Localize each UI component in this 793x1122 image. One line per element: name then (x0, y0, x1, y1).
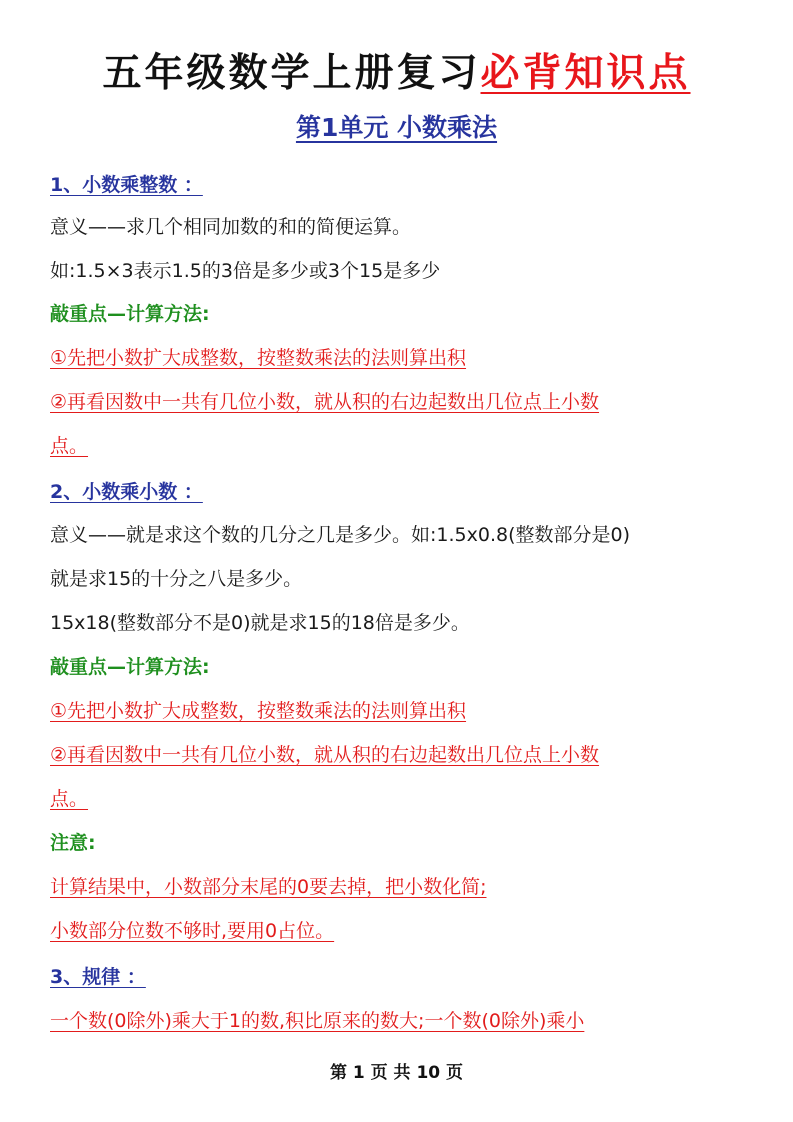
section1-example: 如:1.5×3表示1.5的3倍是多少或3个15是多少 (50, 260, 441, 282)
section2-meaning-line2: 就是求15的十分之八是多少。 (50, 568, 303, 590)
section2-note1: 计算结果中，小数部分末尾的0要去掉，把小数化简; (50, 876, 487, 898)
section2-heading: 2、小数乘小数 ： (50, 481, 203, 503)
section2-note2: 小数部分位数不够时,要用0占位。 (50, 920, 335, 942)
unit-title: 第1单元 小数乘法 (295, 113, 498, 142)
section2-step2-cont: 点。 (50, 788, 89, 810)
section1-step1: ①先把小数扩大成整数，按整数乘法的法则算出积 (50, 347, 467, 369)
page-title-main: 五年级数学上册复习 (102, 50, 481, 96)
section1-step2-cont: 点。 (50, 435, 89, 457)
section2-step2: ②再看因数中一共有几位小数，就从积的右边起数出几位点上小数 (50, 744, 600, 766)
section1-step2: ②再看因数中一共有几位小数，就从积的右边起数出几位点上小数 (50, 391, 600, 413)
section3-heading: 3、规律 ： (50, 966, 146, 988)
page-title-highlight: 必背知识点 (480, 50, 691, 96)
section2-meaning-line1: 意义——就是求这个数的几分之几是多少。如:1.5x0.8(整数部分是0) (50, 524, 630, 546)
section2-step1: ①先把小数扩大成整数，按整数乘法的法则算出积 (50, 700, 467, 722)
section2-key-label: 敲重点—计算方法: (50, 656, 210, 678)
section3-rule: 一个数(0除外)乘大于1的数,积比原来的数大;一个数(0除外)乘小 (50, 1010, 585, 1032)
page-footer: 第 1 页 共 10 页 (329, 1063, 464, 1083)
section1-key-label: 敲重点—计算方法: (50, 303, 210, 325)
section1-meaning: 意义——求几个相同加数的和的简便运算。 (50, 216, 412, 238)
section2-note-label: 注意: (50, 832, 96, 854)
section2-meaning-line3: 15x18(整数部分不是0)就是求15的18倍是多少。 (50, 612, 470, 634)
page-title (0, 42, 793, 98)
section1-heading: 1、小数乘整数 ： (50, 174, 203, 196)
